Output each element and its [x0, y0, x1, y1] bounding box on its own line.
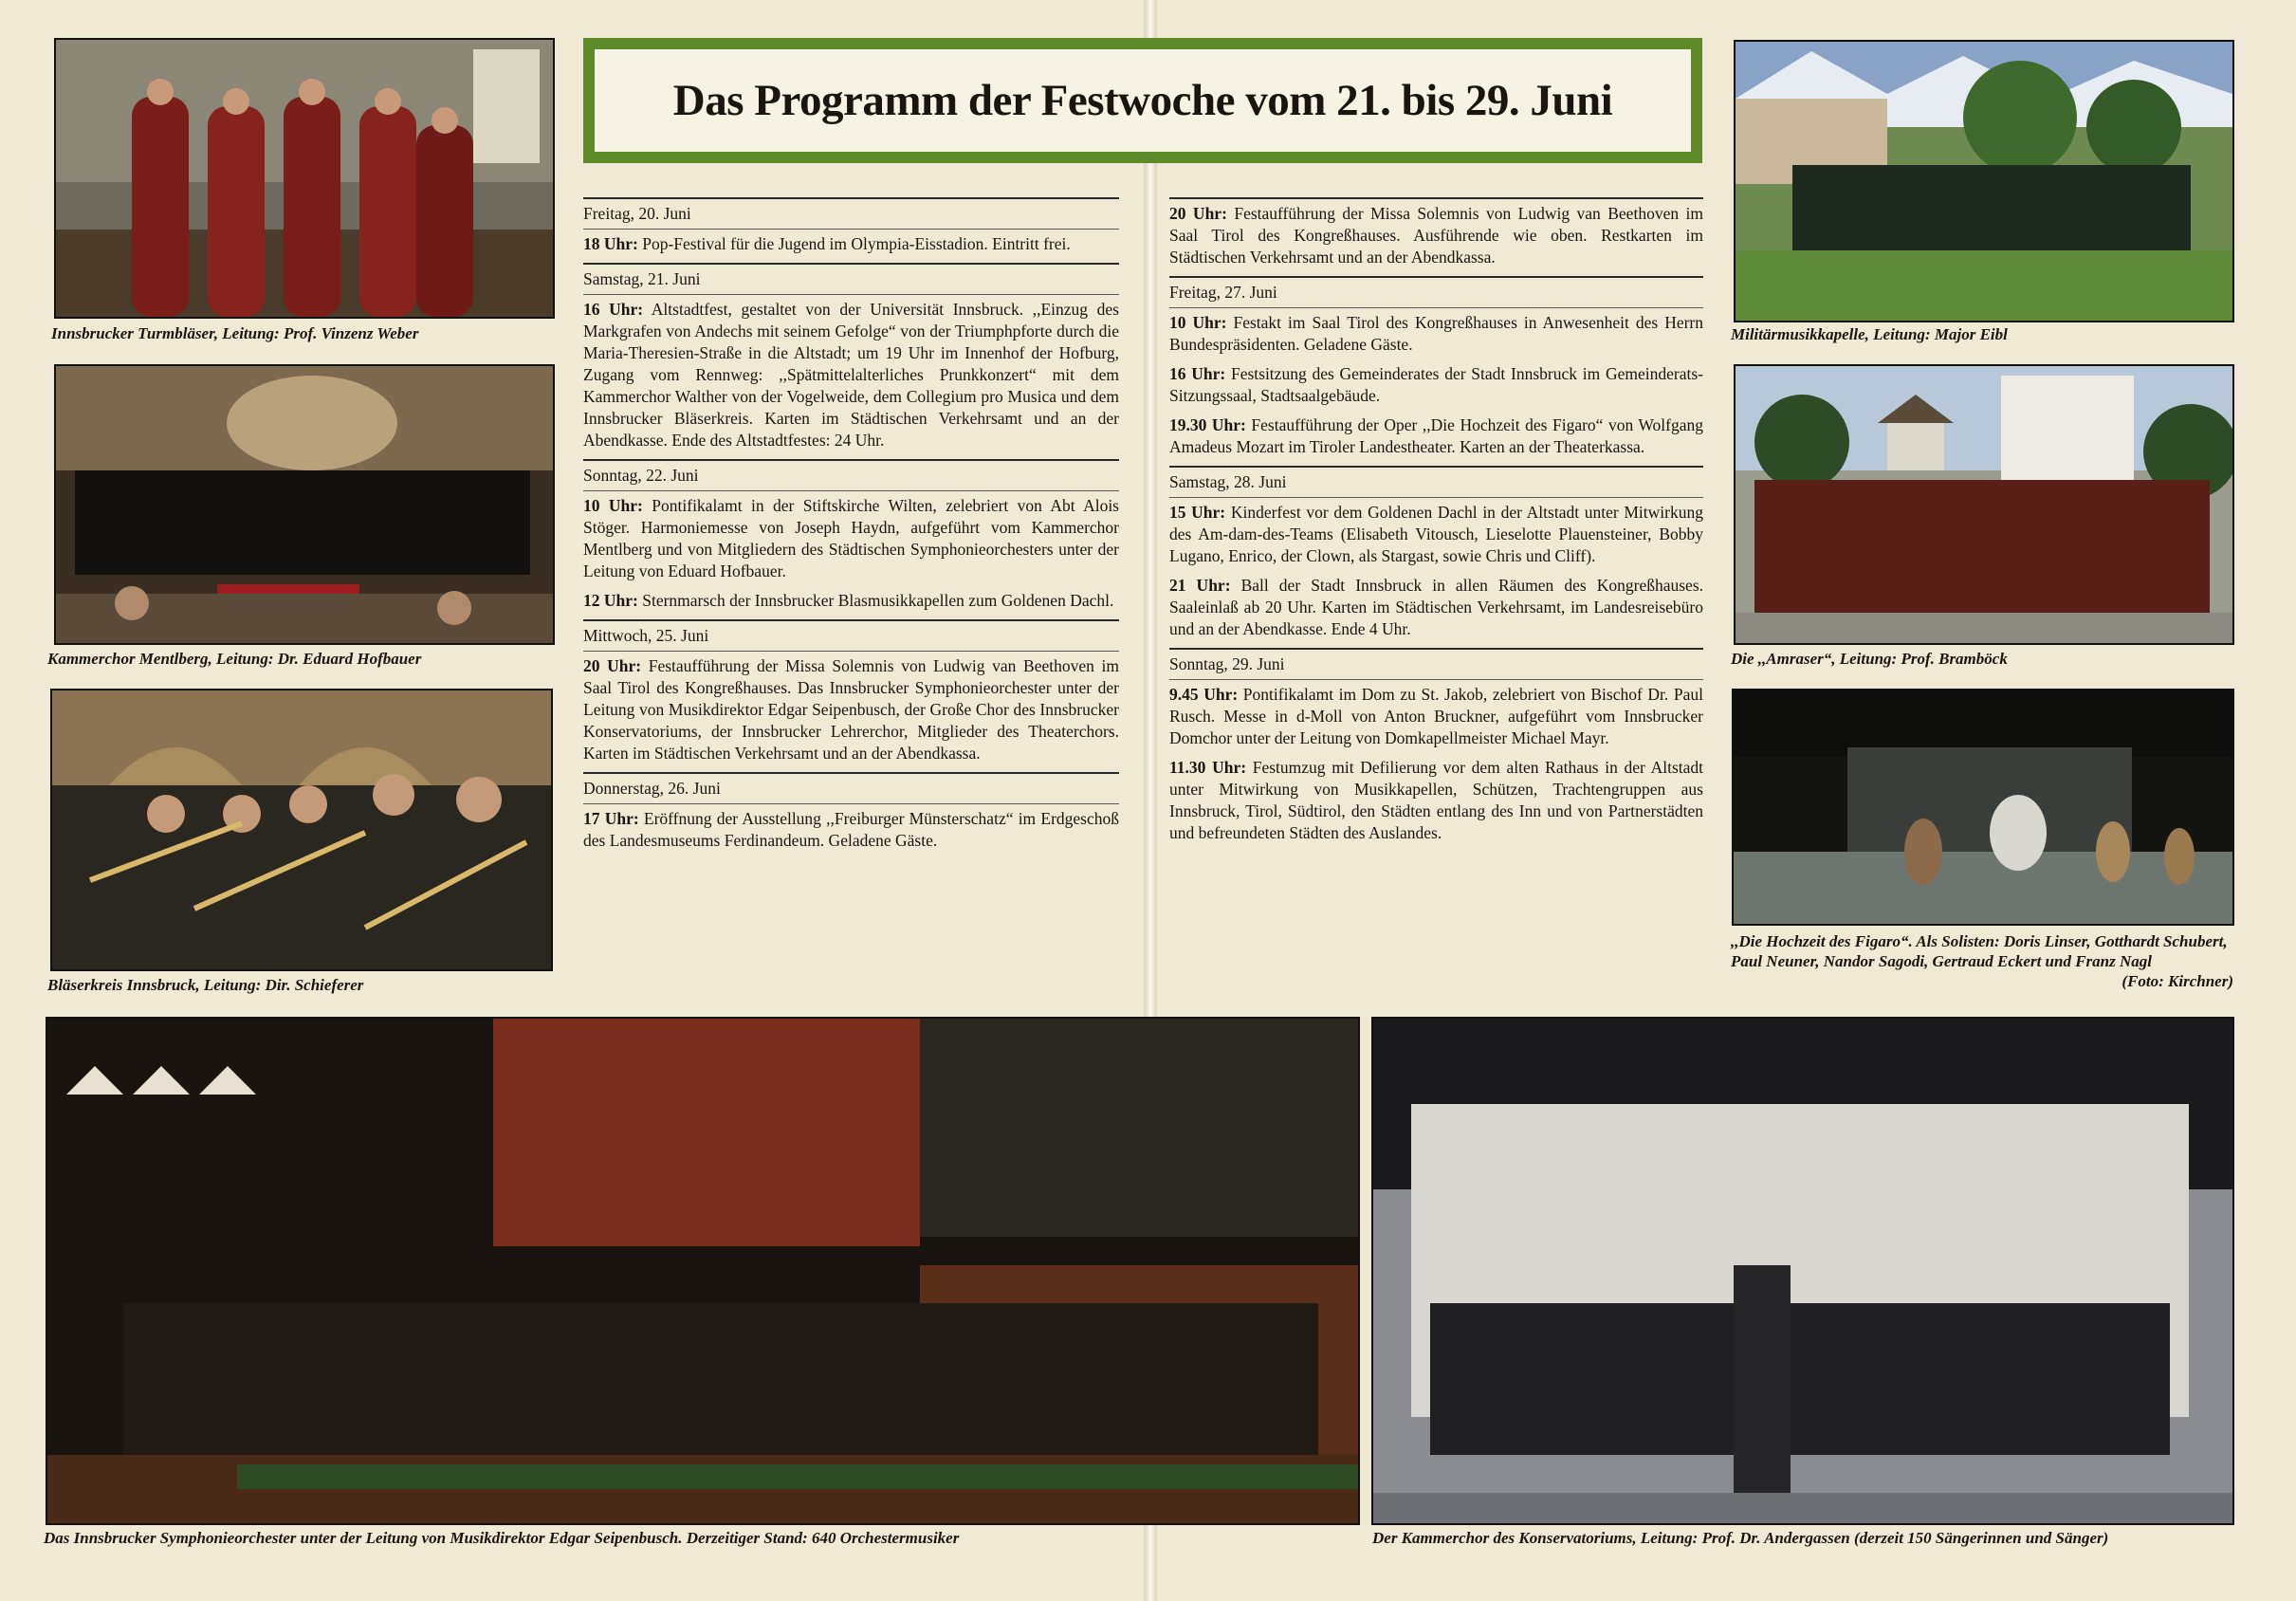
photo-symphonieorchester	[46, 1017, 1360, 1525]
event	[1169, 312, 1703, 356]
page-title: Das Programm der Festwoche vom 21. bis 29. Juni	[672, 76, 1613, 125]
event-time: 12 Uhr:	[583, 591, 638, 610]
event-text: Festaufführung der Oper ,,Die Hochzeit des Figaro“ von Wolfgang Amadeus Mozart im Tiroler Landestheater. Karten an der Theaterkassa.	[1169, 415, 1703, 456]
event-time: 19.30 Uhr:	[1169, 415, 1246, 434]
photo-credit: (Foto: Kirchner)	[2122, 972, 2233, 990]
day-title: Sonntag, 29. Juni	[1169, 653, 1703, 680]
day-title: Freitag, 20. Juni	[583, 203, 1119, 230]
event-time: 16 Uhr:	[583, 300, 644, 319]
day-title: Freitag, 27. Juni	[1169, 282, 1703, 308]
event-time: 18 Uhr:	[583, 234, 638, 253]
day-title: Donnerstag, 26. Juni	[583, 778, 1119, 804]
event-time: 10 Uhr:	[583, 496, 643, 515]
photo-figaro	[1732, 689, 2234, 926]
event-text: Festaufführung der Missa Solemnis von Ludwig van Beethoven im Saal Tirol des Kongreßhauses. Das Innsbrucker Symphonieorchester unter der Leitung von Musikdirektor Edgar Seipenbusch, der Große Chor des Innsbrucker Konservatoriums, der Innsbrucker Lehrerchor, Mitglieder des Theaterchors. Karten im Städtischen Verkehrsamt und an der Abendkassa.	[583, 656, 1119, 763]
event-time: 10 Uhr:	[1169, 313, 1227, 332]
event-text: Pontifikalamt im Dom zu St. Jakob, zelebriert von Bischof Dr. Paul Rusch. Messe in d-Moll von Anton Bruckner, aufgeführt vom Innsbrucker Domchor unter der Leitung von Domkapellmeister Michael Mayr.	[1169, 685, 1704, 747]
event	[1169, 203, 1703, 268]
event	[583, 233, 1119, 255]
event-text: Altstadtfest, gestaltet von der Universität Innsbruck. ,,Einzug des Markgrafen von Andechs mit seinem Gefolge“ von der Triumphpforte durch die Maria-Theresien-Straße in die Altstadt; um 19 Uhr im Innenhof der Hofburg, Zugang vom Rennweg: ,,Spätmittelalterliches Prunkkonzert“ mit dem Kammerchor Walther von der Vogelweide, dem Collegium pro Musica und dem Innsbrucker Bläserkreis. Karten im Städtischen Verkehrsamt und an der Abendkasse. Ende des Altstadtfestes: 24 Uhr.	[583, 300, 1119, 450]
photo-amraser	[1734, 364, 2234, 645]
day-block	[583, 197, 1119, 255]
day-title: Samstag, 21. Juni	[583, 268, 1119, 295]
day-block-continued	[1169, 197, 1703, 268]
event-text: Pontifikalamt in der Stiftskirche Wilten, zelebriert von Abt Alois Stöger. Harmoniemesse von Joseph Haydn, aufgeführt vom Kammerchor Mentlberg und von Mitgliedern des Städtischen Symphonieorchesters unter der Leitung von Eduard Hofbauer.	[583, 496, 1119, 580]
title-frame	[583, 38, 1702, 163]
event	[1169, 575, 1703, 640]
caption-kammerchor-mentlberg: Kammerchor Mentlberg, Leitung: Dr. Eduard Hofbauer	[47, 650, 422, 668]
caption-figaro	[1731, 931, 2233, 991]
event	[583, 655, 1119, 764]
event	[583, 808, 1119, 852]
day-block	[583, 772, 1119, 852]
event-text: Sternmarsch der Innsbrucker Blasmusikkapellen zum Goldenen Dachl.	[637, 591, 1114, 610]
day-block	[583, 263, 1119, 451]
event-text: Kinderfest vor dem Goldenen Dachl in der Altstadt unter Mitwirkung des Am-dam-des-Teams (Elisabeth Vitousch, Lieselotte Plauensteiner, Bobby Lugano, Enrico, der Clown, als Stargast, sowie Chris und Cliff).	[1169, 503, 1703, 565]
event-text: Festaufführung der Missa Solemnis von Ludwig van Beethoven im Saal Tirol des Kongreßhauses. Ausführende wie oben. Restkarten im Städtischen Verkehrsamt und an der Abendkassa.	[1169, 204, 1703, 267]
event-time: 16 Uhr:	[1169, 364, 1226, 383]
day-block	[583, 459, 1119, 612]
caption-symphonieorchester: Das Innsbrucker Symphonieorchester unter der Leitung von Musikdirektor Edgar Seipenbusch. Derzeitiger Stand: 640 Orchestermusiker	[44, 1529, 960, 1547]
photo-militaermusik	[1734, 40, 2234, 322]
caption-kammerchor-konservatorium: Der Kammerchor des Konservatoriums, Leitung: Prof. Dr. Andergassen (derzeit 150 Sängerinnen und Sänger)	[1372, 1529, 2109, 1547]
event	[583, 299, 1119, 451]
caption-amraser: Die ,,Amraser“, Leitung: Prof. Bramböck	[1731, 650, 2008, 668]
photo-blaeserkreis	[50, 689, 553, 971]
event	[583, 495, 1119, 582]
day-block	[583, 619, 1119, 764]
event-text: Festumzug mit Defilierung vor dem alten Rathaus in der Altstadt unter Mitwirkung von Musikkapellen, Schützen, Trachtengruppen aus Innsbruck, Tirol, Südtirol, den Städten entlang des Inn und von Partnerstädten und befreundeten Städten des Auslandes.	[1169, 758, 1703, 842]
event-text: Pop-Festival für die Jugend im Olympia-Eisstadion. Eintritt frei.	[637, 234, 1071, 253]
event	[1169, 757, 1703, 844]
event-time: 20 Uhr:	[583, 656, 642, 675]
caption-figaro-text: ,,Die Hochzeit des Figaro“. Als Solisten: Doris Linser, Gotthardt Schubert, Paul Neuner, Nandor Sagodi, Gertraud Eckert und Franz Nagl	[1731, 932, 2228, 970]
event	[1169, 502, 1703, 567]
caption-blaeserkreis: Bläserkreis Innsbruck, Leitung: Dir. Schieferer	[47, 976, 364, 994]
day-title: Mittwoch, 25. Juni	[583, 625, 1119, 652]
photo-kammerchor-konservatorium	[1371, 1017, 2234, 1525]
event-text: Eröffnung der Ausstellung ,,Freiburger Münsterschatz“ im Erdgeschoß des Landesmuseums Ferdinandeum. Geladene Gäste.	[583, 809, 1119, 850]
day-block	[1169, 276, 1703, 458]
event-time: 9.45 Uhr:	[1169, 685, 1239, 704]
day-title: Samstag, 28. Juni	[1169, 471, 1703, 498]
event	[1169, 363, 1703, 407]
event	[583, 590, 1119, 612]
day-block	[1169, 648, 1703, 844]
program-column-left	[583, 192, 1119, 859]
event-text: Festsitzung des Gemeinderates der Stadt Innsbruck im Gemeinderats-Sitzungssaal, Stadtsaalgebäude.	[1169, 364, 1703, 405]
caption-militaermusik: Militärmusikkapelle, Leitung: Major Eibl	[1731, 325, 2008, 343]
program-column-right	[1169, 192, 1703, 852]
day-title: Sonntag, 22. Juni	[583, 465, 1119, 491]
event-time: 20 Uhr:	[1169, 204, 1227, 223]
event-time: 11.30 Uhr:	[1169, 758, 1247, 777]
title-panel	[595, 49, 1691, 152]
event-time: 21 Uhr:	[1169, 576, 1231, 595]
photo-turmblaeser	[54, 38, 555, 319]
day-block	[1169, 466, 1703, 640]
event-time: 15 Uhr:	[1169, 503, 1226, 522]
event-text: Ball der Stadt Innsbruck in allen Räumen des Kongreßhauses. Saaleinlaß ab 20 Uhr. Karten im Städtischen Verkehrsamt, im Landesreisebüro und an der Abendkasse. Ende 4 Uhr.	[1169, 576, 1704, 638]
photo-kammerchor-mentlberg	[54, 364, 555, 645]
event-time: 17 Uhr:	[583, 809, 639, 828]
event	[1169, 414, 1703, 458]
caption-turmblaeser: Innsbrucker Turmbläser, Leitung: Prof. Vinzenz Weber	[51, 324, 419, 342]
event	[1169, 684, 1703, 749]
event-text: Festakt im Saal Tirol des Kongreßhauses in Anwesenheit des Herrn Bundespräsidenten. Geladene Gäste.	[1169, 313, 1704, 354]
